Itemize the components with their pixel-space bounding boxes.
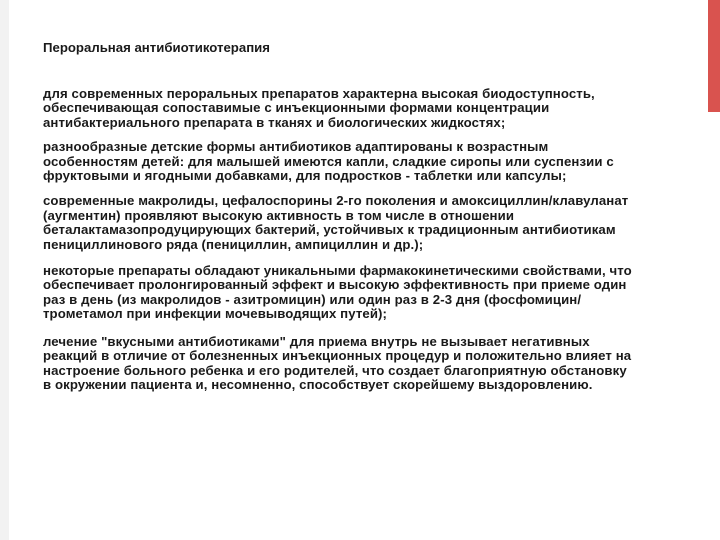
paragraph-pediatric-forms: разнообразные детские формы антибиотиков адаптированы к возрастным особенностям детей: для малышей имеются капли, сладкие сиропы или суспензии с фруктовыми и ягодными добавками, для подростков - таблетки или капсулы;	[43, 139, 614, 184]
paragraph-oral-bioavailability: для современных пероральных препаратов характерна высокая биодоступность, обеспечивающая сопоставимые с инъекционными формами концентрации антибактериального препарата в тканях и биологических жидкостях;	[43, 86, 595, 130]
accent-bar	[708, 0, 720, 112]
left-margin-rule	[0, 0, 9, 540]
slide-body	[43, 87, 633, 402]
slide-title: Пероральная антибиотикотерапия	[43, 40, 270, 55]
paragraph-tasty-antibiotics: лечение "вкусными антибиотиками" для приема внутрь не вызывает негативных реакций в отличие от болезненных инъекционных процедур и положительно влияет на настроение больного ребенка и его родителей, что создает благоприятную обстановку в окружении пациента и, несомненно, способствует скорейшему выздоровлению.	[43, 333, 632, 392]
paragraph-modern-antibiotics: современные макролиды, цефалоспорины 2-го поколения и амоксициллин/клавуланат (аугментин) проявляют высокую активность в том числе в отношении беталактамазопродуцирующих бактерий, устойчивых к традиционным антибиотикам пенициллинового ряда (пенициллин, ампициллин и др.);	[43, 193, 629, 252]
paragraph-pharmacokinetics: некоторые препараты обладают уникальными фармакокинетическими свойствами, что обеспечивает пролонгированный эффект и высокую эффективность при приеме один раз в день (из макролидов - азитромицин) или один раз в 2-3 дня (фосфомицин/трометамол при инфекции мочевыводящих путей);	[43, 263, 632, 322]
